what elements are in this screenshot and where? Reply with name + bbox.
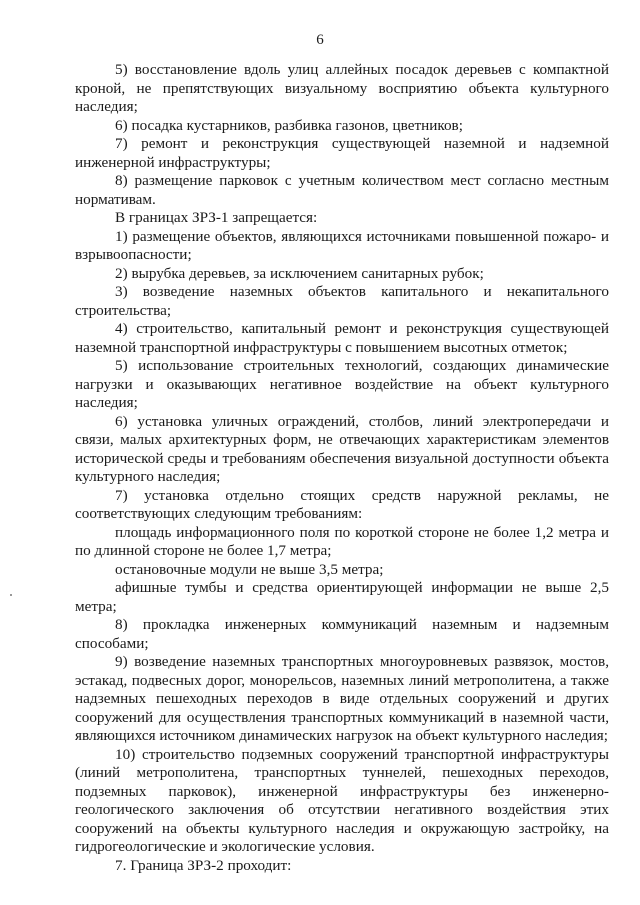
- page-number: 6: [316, 32, 324, 48]
- scan-speck: [10, 594, 12, 596]
- paragraph-item-6-planting: 6) посадка кустарников, разбивка газонов, цветников;: [115, 116, 463, 134]
- requirement-stop-modules: остановочные модули не выше 3,5 метра;: [115, 560, 384, 578]
- document-body: [75, 61, 609, 875]
- prohibited-item-5: 5) использование строительных технологий, создающих динамические нагрузки и оказывающих негативное воздействие на объект культурного наследия;: [75, 357, 609, 411]
- prohibited-item-6: 6) установка уличных ограждений, столбов, линий электропередачи и связи, малых архитектурных форм, не отвечающих характеристикам элементов исторической среды и требованиям обеспечения визуальной доступности объекта культурного наследия;: [75, 412, 609, 485]
- prohibited-item-7: 7) установка отдельно стоящих средств наружной рекламы, не соответствующих следующим требованиям:: [75, 486, 609, 522]
- requirement-info-field: площадь информационного поля по короткой стороне не более 1,2 метра и по длинной стороне не более 1,7 метра;: [75, 523, 609, 559]
- paragraph-item-7-repair: 7) ремонт и реконструкция существующей наземной и надземной инженерной инфраструктуры;: [75, 135, 609, 171]
- paragraph-item-5-restoration: 5) восстановление вдоль улиц аллейных посадок деревьев с компактной кроной, не препятствующих визуальному восприятию объекта культурного наследия;: [75, 61, 609, 115]
- prohibited-item-2: 2) вырубка деревьев, за исключением санитарных рубок;: [115, 264, 484, 282]
- prohibited-item-8: 8) прокладка инженерных коммуникаций наземным и надземным способами;: [75, 616, 609, 652]
- prohibited-item-4: 4) строительство, капитальный ремонт и реконструкция существующей наземной транспортной инфраструктуры с повышением высотных отметок;: [75, 320, 609, 356]
- prohibited-item-9: 9) возведение наземных транспортных многоуровневых развязок, мостов, эстакад, подвесных дорог, монорельсов, наземных линий метрополитена, а также надземных пешеходных переходов в виде отдельных сооружений и других сооружений для осуществления транспортных коммуникаций в наземной части, являющихся источником динамических нагрузок на объект культурного наследия;: [75, 653, 609, 744]
- prohibited-item-3: 3) возведение наземных объектов капитального и некапитального строительства;: [75, 283, 609, 319]
- prohibited-item-10: 10) строительство подземных сооружений транспортной инфраструктуры (линий метрополитена, транспортных туннелей, пешеходных переходов, подземных парковок), инженерной инфраструктуры без инженерно-геологического заключения об отсутствии негативного воздействия этих сооружений на объекты культурного наследия и окружающую застройку, на гидрогеологические и экологические условия.: [75, 745, 609, 855]
- requirement-poster-columns: афишные тумбы и средства ориентирующей информации не выше 2,5 метра;: [75, 579, 609, 615]
- section-heading-zrz2-boundary: 7. Граница ЗРЗ-2 проходит:: [115, 856, 292, 874]
- prohibited-item-1: 1) размещение объектов, являющихся источниками повышенной пожаро- и взрывоопасности;: [75, 227, 609, 263]
- section-heading-zrz1-prohibited: В границах ЗРЗ-1 запрещается:: [115, 209, 318, 226]
- paragraph-item-8-parking: 8) размещение парковок с учетным количеством мест согласно местным нормативам.: [75, 172, 609, 208]
